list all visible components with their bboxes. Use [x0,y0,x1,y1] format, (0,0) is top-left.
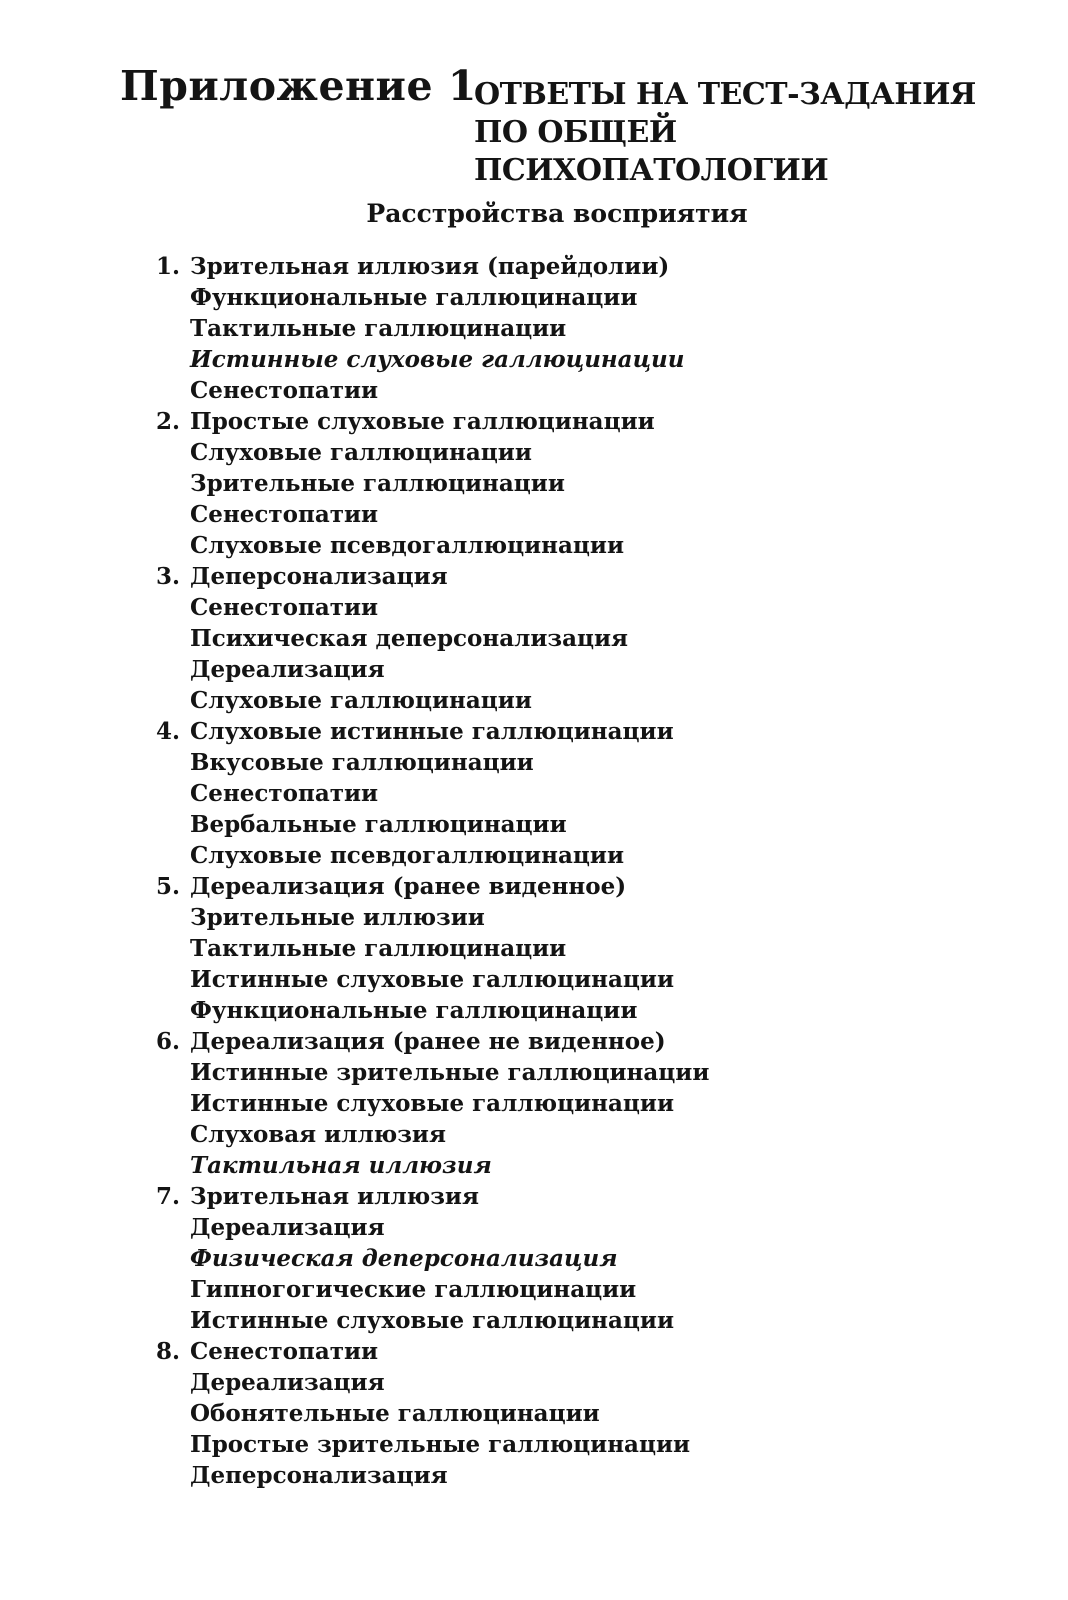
question-number: 3. [156,563,181,590]
answer-line: Сенестопатии [190,780,379,807]
question-item [150,1181,850,1336]
answer-line: Истинные слуховые галлюцинации [190,1307,674,1334]
answers-list [150,251,850,1491]
question-item [150,716,850,871]
answer-line: Слуховая иллюзия [190,1121,446,1148]
answer-line: Вербальные галлюцинации [190,811,567,838]
answer-line: Зрительные галлюцинации [190,470,565,497]
title-line: ПО ОБЩЕЙ [474,115,677,150]
answer-line: Психическая деперсонализация [190,625,629,652]
answer-line: Физическая деперсонализация [190,1245,618,1272]
answer-line: Дереализация (ранее не виденное) [190,1028,666,1055]
answer-line: Простые слуховые галлюцинации [190,408,655,435]
answer-line: Сенестопатии [190,501,379,528]
answer-line: Тактильные галлюцинации [190,315,567,342]
question-number: 6. [156,1028,181,1055]
answer-line: Истинные зрительные галлюцинации [190,1059,710,1086]
answer-line: Обонятельные галлюцинации [190,1400,600,1427]
answer-line: Зрительные иллюзии [190,904,485,931]
answer-line: Сенестопатии [190,1338,379,1365]
question-item [150,251,850,406]
page-title [474,76,974,190]
answer-line: Истинные слуховые галлюцинации [190,346,685,373]
answer-line: Слуховые галлюцинации [190,687,532,714]
answer-line: Слуховые псевдогаллюцинации [190,842,625,869]
answer-line: Вкусовые галлюцинации [190,749,534,776]
question-number: 7. [156,1183,181,1210]
answer-line: Гипногогические галлюцинации [190,1276,637,1303]
answer-line: Тактильные галлюцинации [190,935,567,962]
answer-line: Слуховые псевдогаллюцинации [190,532,625,559]
question-item [150,1336,850,1491]
title-line: ОТВЕТЫ НА ТЕСТ-ЗАДАНИЯ [474,77,976,112]
section-heading: Расстройства восприятия [366,199,748,228]
appendix-label: Приложение 1 [120,62,477,110]
answer-line: Зрительная иллюзия (парейдолии) [190,253,670,280]
answer-line: Деперсонализация [190,563,448,590]
answer-line: Функциональные галлюцинации [190,997,638,1024]
answer-line: Истинные слуховые галлюцинации [190,966,674,993]
answer-line: Простые зрительные галлюцинации [190,1431,691,1458]
question-item [150,871,850,1026]
answer-line: Зрительная иллюзия [190,1183,479,1210]
question-item [150,406,850,561]
question-item [150,1026,850,1181]
answer-line: Слуховые истинные галлюцинации [190,718,674,745]
answer-line: Тактильная иллюзия [190,1152,492,1179]
question-number: 5. [156,873,181,900]
answer-line: Функциональные галлюцинации [190,284,638,311]
title-line: ПСИХОПАТОЛОГИИ [474,153,829,188]
answer-line: Дереализация [190,1369,385,1396]
answer-line: Сенестопатии [190,594,379,621]
answer-line: Дереализация [190,1214,385,1241]
answer-line: Дереализация (ранее виденное) [190,873,627,900]
question-number: 2. [156,408,181,435]
question-number: 1. [156,253,181,280]
answer-line: Слуховые галлюцинации [190,439,532,466]
answer-line: Дереализация [190,656,385,683]
answer-line: Сенестопатии [190,377,379,404]
question-number: 4. [156,718,181,745]
question-item [150,561,850,716]
answer-line: Деперсонализация [190,1462,448,1489]
answer-line: Истинные слуховые галлюцинации [190,1090,674,1117]
question-number: 8. [156,1338,181,1365]
